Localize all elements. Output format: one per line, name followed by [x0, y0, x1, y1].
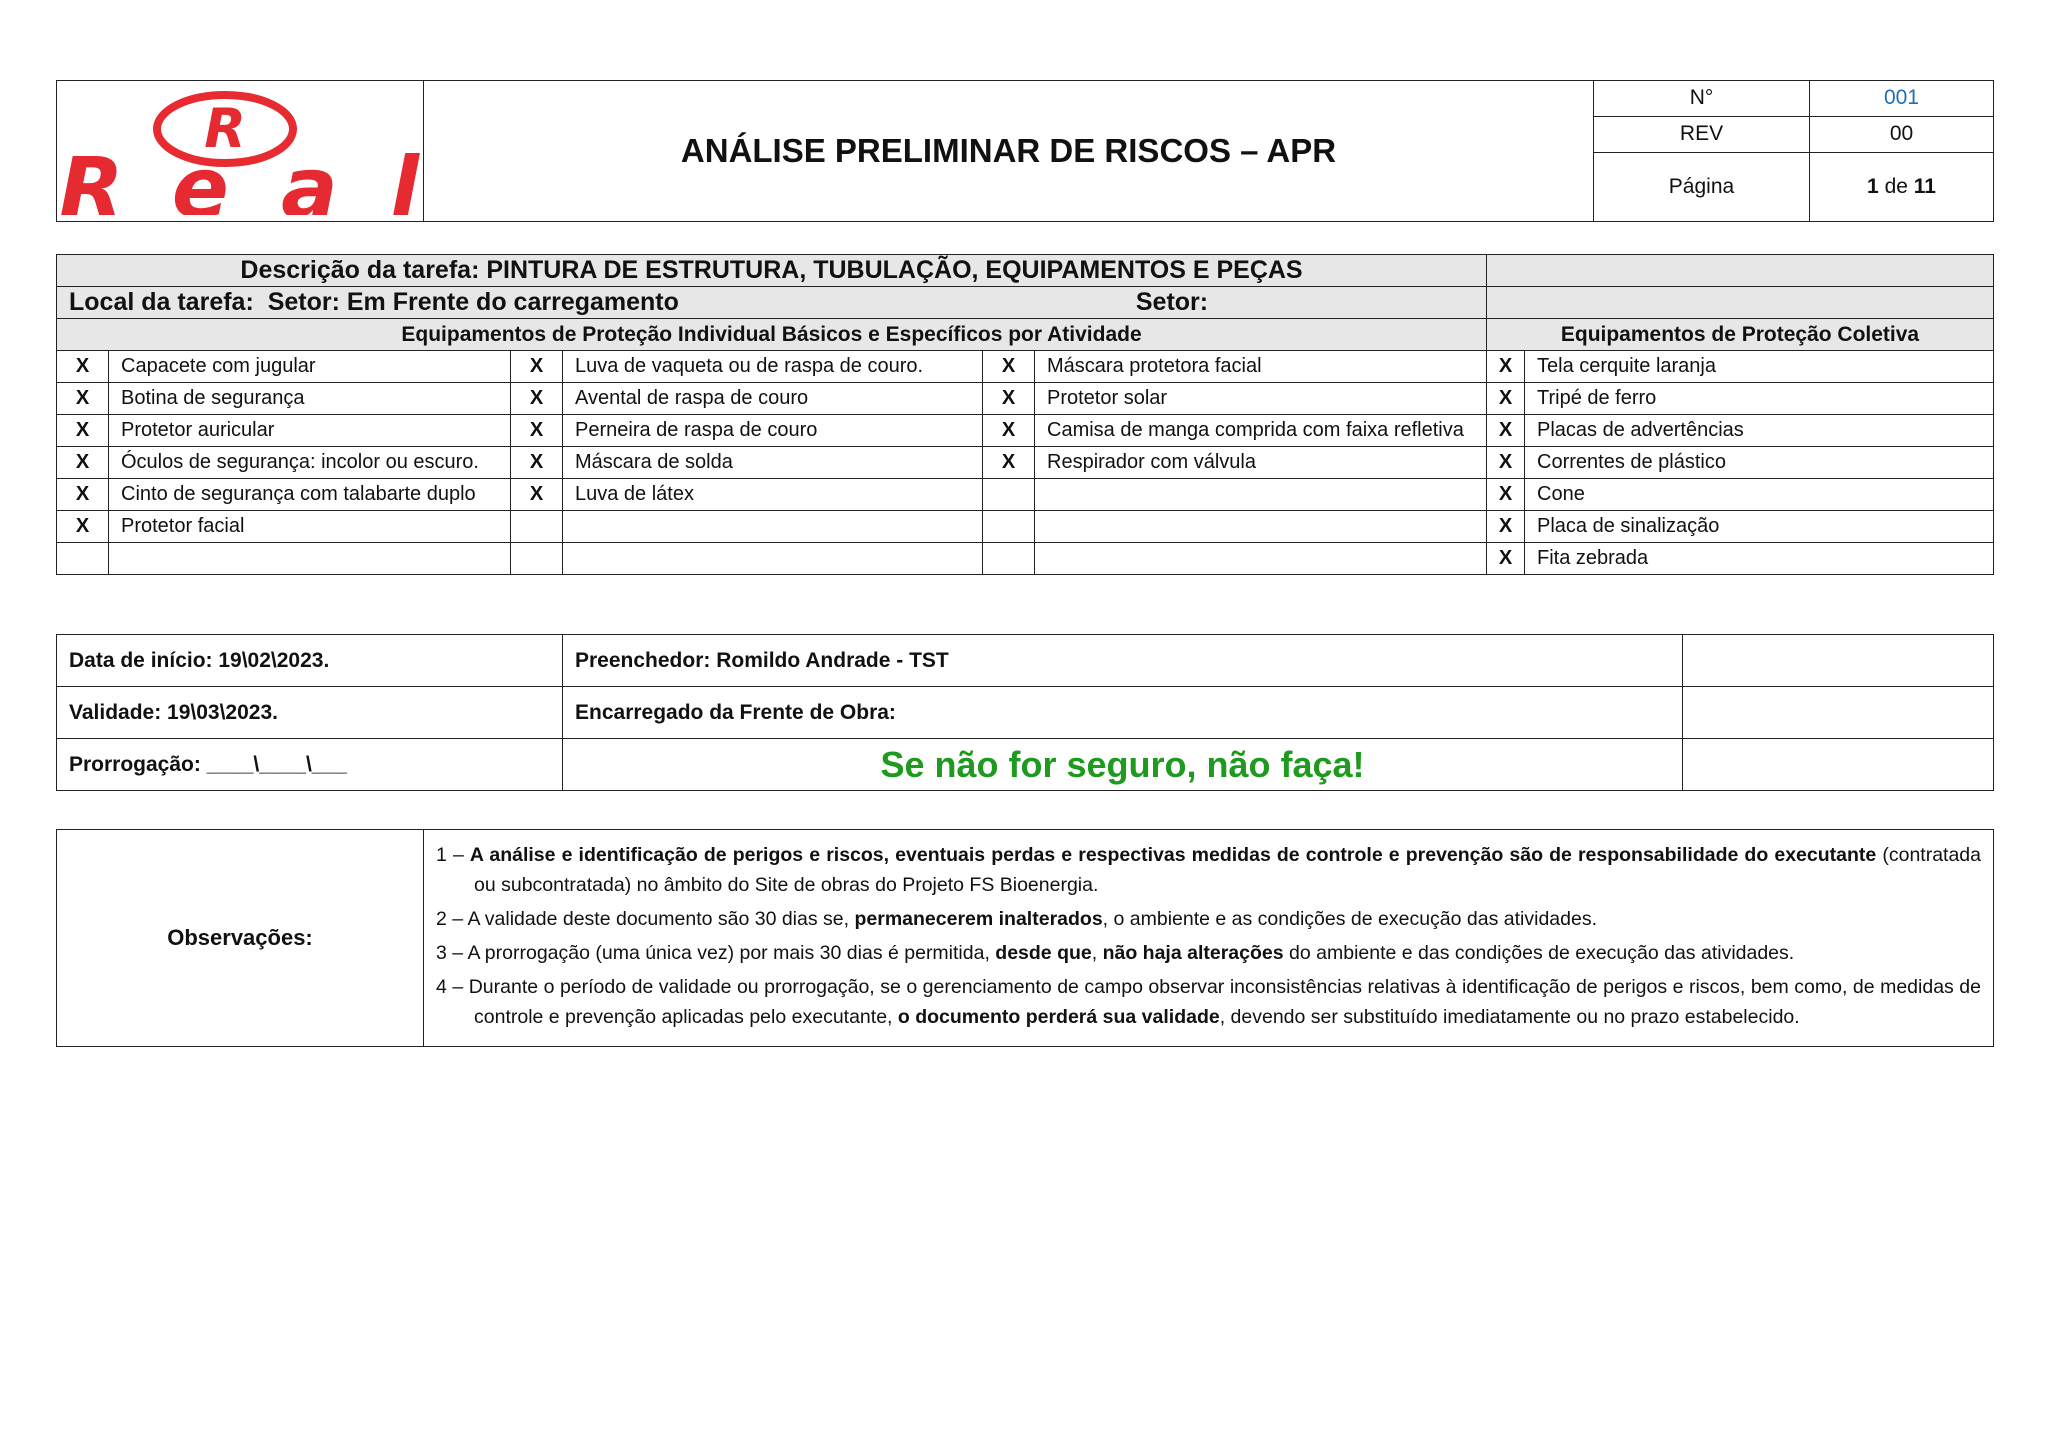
check-mark: X	[983, 383, 1035, 415]
equipment-item: Botina de segurança	[109, 383, 511, 415]
equipment-item: Fita zebrada	[1525, 543, 1994, 575]
check-mark	[511, 511, 563, 543]
observation-bold-text: desde que	[995, 942, 1092, 964]
svg-text:R: R	[204, 97, 246, 160]
observation-item	[436, 904, 1981, 934]
dates-table	[56, 634, 1994, 791]
check-mark: X	[983, 415, 1035, 447]
check-mark	[983, 543, 1035, 575]
equipment-item: Perneira de raspa de couro	[563, 415, 983, 447]
check-mark: X	[511, 447, 563, 479]
task-description-value: PINTURA DE ESTRUTURA, TUBULAÇÃO, EQUIPAMENTOS E PEÇAS	[486, 256, 1303, 284]
company-logo	[57, 81, 424, 222]
epi-row	[57, 383, 1994, 415]
start-date: Data de início: 19\02\2023.	[57, 635, 563, 687]
task-description	[57, 255, 1487, 287]
observation-bold-text: A análise e identificação de perigos e riscos, eventuais perdas e respectivas medidas de controle e prevenção são de responsabilidade do executante	[469, 844, 1877, 866]
number-value: 001	[1810, 81, 1994, 117]
equipment-item	[563, 511, 983, 543]
epi-row	[57, 351, 1994, 383]
observation-item	[436, 938, 1981, 968]
observation-text: (contratada ou subcontratada) no âmbito do Site de obras do Projeto FS Bioenergia.	[474, 844, 1981, 896]
check-mark	[511, 543, 563, 575]
observation-text: , o ambiente e as condições de execução das atividades.	[1102, 908, 1597, 930]
observation-text: , devendo ser substituído imediatamente ou no prazo estabelecido.	[1219, 1006, 1800, 1028]
check-mark	[57, 543, 109, 575]
check-mark: X	[57, 415, 109, 447]
check-mark: X	[511, 479, 563, 511]
observation-item	[436, 972, 1981, 1032]
check-mark: X	[1487, 447, 1525, 479]
epi-row	[57, 511, 1994, 543]
page-current: 1	[1867, 174, 1879, 198]
equipment-item: Capacete com jugular	[109, 351, 511, 383]
observation-text: 1 –	[436, 844, 470, 866]
equipment-item: Protetor facial	[109, 511, 511, 543]
check-mark: X	[57, 351, 109, 383]
svg-text:Real: Real	[59, 139, 419, 215]
revision-value: 00	[1810, 116, 1994, 152]
epc-header: Equipamentos de Proteção Coletiva	[1487, 319, 1994, 351]
equipment-item: Protetor auricular	[109, 415, 511, 447]
empty-cell	[1683, 635, 1994, 687]
equipment-item: Cinto de segurança com talabarte duplo	[109, 479, 511, 511]
empty-cell	[1683, 687, 1994, 739]
observation-text: 2 – A validade deste documento são 30 dias se,	[436, 908, 855, 930]
empty-cell	[1487, 287, 1994, 319]
check-mark: X	[57, 511, 109, 543]
check-mark: X	[1487, 383, 1525, 415]
epi-list	[57, 351, 1994, 575]
equipment-item	[1035, 511, 1487, 543]
check-mark: X	[983, 447, 1035, 479]
equipment-item: Respirador com válvula	[1035, 447, 1487, 479]
page-total: 11	[1913, 174, 1936, 198]
real-logo-icon	[57, 81, 422, 215]
equipment-item: Óculos de segurança: incolor ou escuro.	[109, 447, 511, 479]
sector-label: Setor:	[1135, 288, 1209, 316]
page-of: de	[1884, 174, 1908, 198]
epi-row	[57, 447, 1994, 479]
page-label: Página	[1594, 152, 1810, 221]
check-mark: X	[511, 383, 563, 415]
check-mark: X	[1487, 415, 1525, 447]
observation-item	[436, 840, 1981, 900]
page-counter	[1810, 152, 1994, 221]
equipment-item	[563, 543, 983, 575]
document-title: ANÁLISE PRELIMINAR DE RISCOS – APR	[424, 81, 1594, 222]
equipment-item: Tripé de ferro	[1525, 383, 1994, 415]
task-table	[56, 254, 1994, 575]
observation-bold-text: o documento perderá sua validade	[897, 1006, 1220, 1028]
revision-label: REV	[1594, 116, 1810, 152]
check-mark: X	[57, 447, 109, 479]
epi-header: Equipamentos de Proteção Individual Básicos e Específicos por Atividade	[57, 319, 1487, 351]
check-mark: X	[1487, 351, 1525, 383]
equipment-item: Camisa de manga comprida com faixa refletiva	[1035, 415, 1487, 447]
observation-text: ,	[1091, 942, 1103, 964]
equipment-item: Luva de vaqueta ou de raspa de couro.	[563, 351, 983, 383]
observation-text: do ambiente e das condições de execução das atividades.	[1283, 942, 1795, 964]
task-location-label: Local da tarefa:	[69, 288, 254, 316]
equipment-item: Máscara de solda	[563, 447, 983, 479]
observation-bold-text: não haja alterações	[1102, 942, 1284, 964]
observations-table	[56, 829, 1994, 1047]
validity-date: Validade: 19\03\2023.	[57, 687, 563, 739]
epi-row	[57, 543, 1994, 575]
equipment-item: Correntes de plástico	[1525, 447, 1994, 479]
check-mark: X	[983, 351, 1035, 383]
observations-list	[424, 830, 1994, 1047]
foreman: Encarregado da Frente de Obra:	[563, 687, 1683, 739]
observation-text: 3 – A prorrogação (uma única vez) por mais 30 dias é permitida,	[436, 942, 996, 964]
observations-label: Observações:	[57, 830, 424, 1047]
check-mark: X	[511, 351, 563, 383]
epi-row	[57, 415, 1994, 447]
observation-bold-text: permanecerem inalterados	[854, 908, 1103, 930]
check-mark: X	[1487, 511, 1525, 543]
equipment-item	[1035, 479, 1487, 511]
task-location	[57, 287, 1487, 319]
equipment-item: Protetor solar	[1035, 383, 1487, 415]
empty-cell	[1683, 739, 1994, 791]
check-mark: X	[511, 415, 563, 447]
extension-date: Prorrogação: ____\____\___	[57, 739, 563, 791]
equipment-item: Avental de raspa de couro	[563, 383, 983, 415]
safety-slogan: Se não for seguro, não faça!	[563, 739, 1683, 791]
equipment-item	[109, 543, 511, 575]
check-mark	[983, 479, 1035, 511]
number-label: N°	[1594, 81, 1810, 117]
check-mark: X	[1487, 479, 1525, 511]
equipment-item: Placas de advertências	[1525, 415, 1994, 447]
equipment-item: Máscara protetora facial	[1035, 351, 1487, 383]
epi-row	[57, 479, 1994, 511]
empty-cell	[1487, 255, 1994, 287]
task-description-label: Descrição da tarefa:	[240, 256, 480, 284]
check-mark: X	[57, 479, 109, 511]
filled-by: Preenchedor: Romildo Andrade - TST	[563, 635, 1683, 687]
observation-text: 4 – Durante o período de validade ou prorrogação, se o gerenciamento de campo observar inconsistências relativas à identificação de perigos e riscos, bem como, de medidas de controle e prevenção aplicadas pelo executante,	[436, 976, 1981, 1028]
task-location-value: Setor: Em Frente do carregamento	[267, 288, 679, 316]
check-mark	[983, 511, 1035, 543]
equipment-item: Placa de sinalização	[1525, 511, 1994, 543]
header-table	[56, 80, 1994, 222]
check-mark: X	[57, 383, 109, 415]
equipment-item: Cone	[1525, 479, 1994, 511]
check-mark: X	[1487, 543, 1525, 575]
equipment-item	[1035, 543, 1487, 575]
equipment-item: Luva de látex	[563, 479, 983, 511]
equipment-item: Tela cerquite laranja	[1525, 351, 1994, 383]
